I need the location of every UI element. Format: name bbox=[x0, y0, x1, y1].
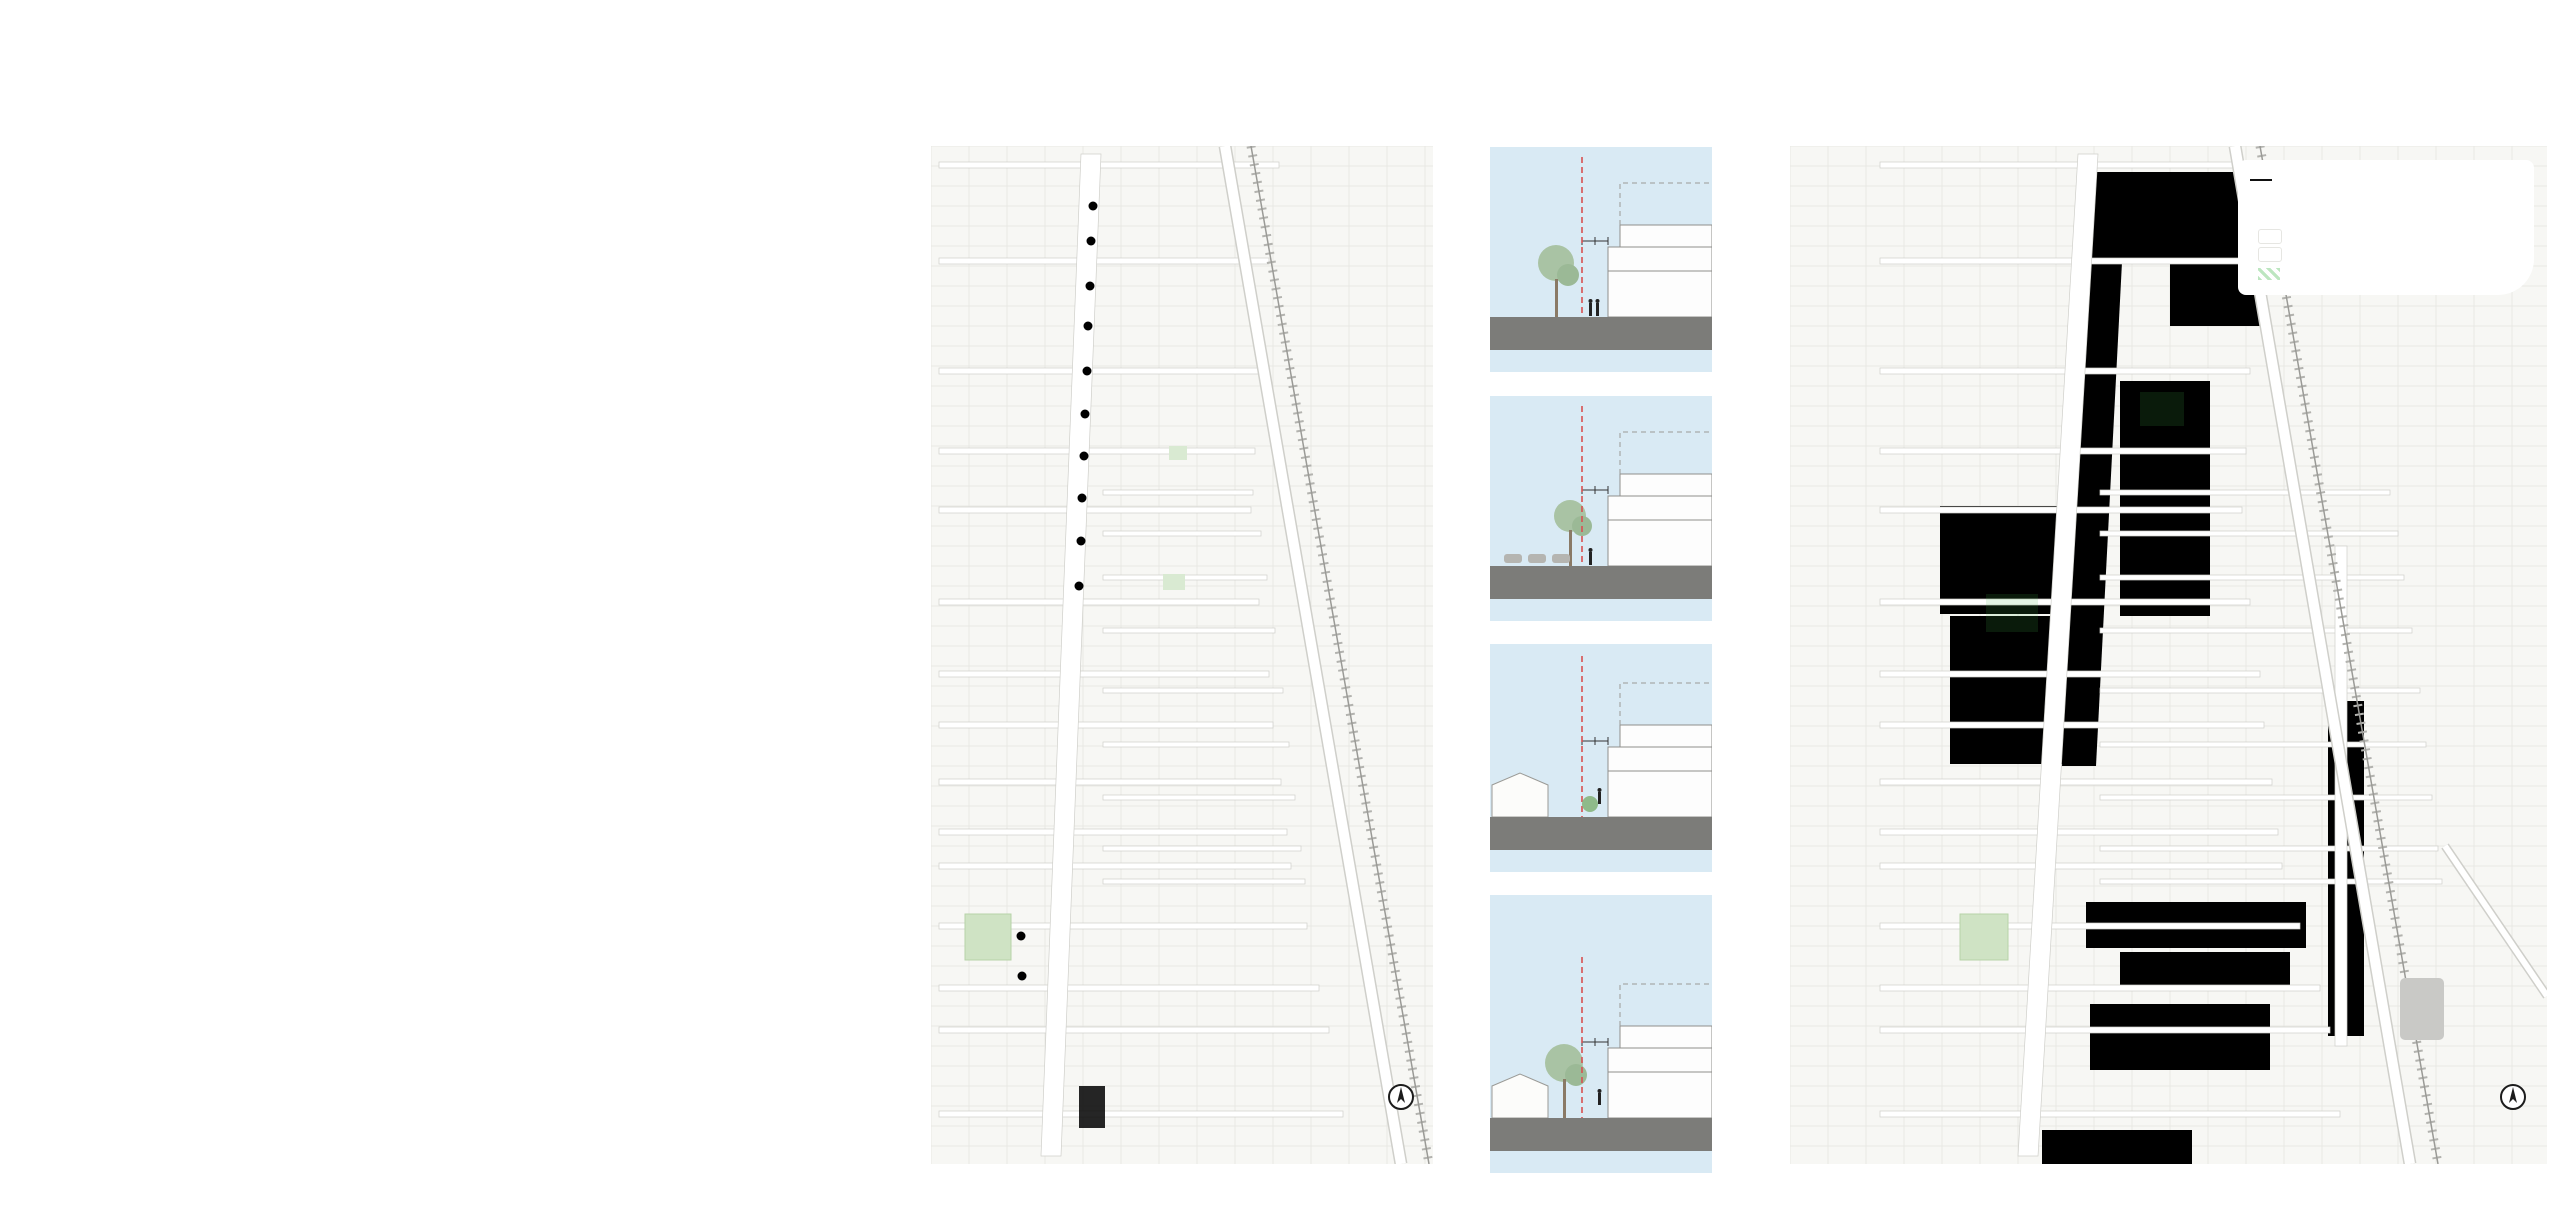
feedback-box-dont-like-coverage bbox=[57, 1008, 323, 1035]
section-residential-transition bbox=[1490, 147, 1712, 372]
compass-graphic bbox=[1386, 1082, 1416, 1112]
legend-row-precinct-boundary bbox=[2250, 176, 2522, 181]
legend-row-coverage-80 bbox=[2258, 187, 2522, 197]
header-band-navy bbox=[60, 63, 2560, 116]
section-label-bar bbox=[1490, 599, 1712, 621]
section-label-bar bbox=[1490, 850, 1712, 872]
callout-interfaces bbox=[446, 498, 830, 534]
section-diagram bbox=[1490, 945, 1712, 1151]
feedback-box-dont-like-interfaces bbox=[60, 432, 340, 459]
coverage-80-swatch bbox=[2258, 187, 2280, 197]
arrow-right-icon bbox=[293, 578, 443, 632]
legend-row-coverage-70 bbox=[2258, 200, 2522, 210]
page-number bbox=[60, 1171, 86, 1187]
open-space-swatch bbox=[2258, 268, 2280, 280]
section-label-bar bbox=[1490, 1151, 1712, 1173]
legend-row-solar-1 bbox=[2258, 229, 2522, 244]
map-residential-interfaces bbox=[931, 146, 1433, 1164]
solar-access-swatch bbox=[2258, 229, 2282, 244]
footer-middle-page bbox=[925, 1180, 1668, 1202]
coverage-70-swatch bbox=[2258, 200, 2280, 210]
page-number bbox=[2521, 1171, 2547, 1187]
section-label-bar bbox=[1490, 350, 1712, 372]
legend-row-solar-2 bbox=[2258, 247, 2522, 262]
section-diagram bbox=[1490, 396, 1712, 599]
map-site-coverage bbox=[1790, 146, 2547, 1164]
section-rear-interface-laneway bbox=[1490, 644, 1712, 872]
section-diagram bbox=[1490, 644, 1712, 850]
compass-graphic bbox=[2498, 1082, 2528, 1112]
footer-right-page bbox=[1790, 1180, 2547, 1202]
coverage-60-swatch bbox=[2258, 213, 2280, 223]
north-compass-icon bbox=[2495, 1081, 2531, 1117]
feedback-box-like bbox=[57, 858, 323, 885]
header-band bbox=[60, 63, 2560, 116]
page-number bbox=[1642, 1171, 1668, 1187]
legend-row-open-space bbox=[2258, 268, 2522, 280]
map-graphic bbox=[1790, 146, 2547, 1164]
feedback-box-suggestions bbox=[60, 634, 340, 661]
north-compass-icon bbox=[1383, 1081, 1419, 1117]
section-residential-streets bbox=[1490, 396, 1712, 621]
callout-site-coverage bbox=[430, 854, 830, 890]
footer-left-page bbox=[60, 1180, 805, 1202]
map-legend bbox=[2238, 160, 2534, 295]
section-diagram bbox=[1490, 147, 1712, 350]
section-rear-interface-open-space bbox=[1490, 895, 1712, 1173]
solar-access-swatch bbox=[2258, 247, 2282, 262]
precinct-boundary-swatch bbox=[2250, 179, 2272, 181]
legend-row-coverage-60 bbox=[2258, 213, 2522, 223]
map-graphic bbox=[931, 146, 1433, 1164]
